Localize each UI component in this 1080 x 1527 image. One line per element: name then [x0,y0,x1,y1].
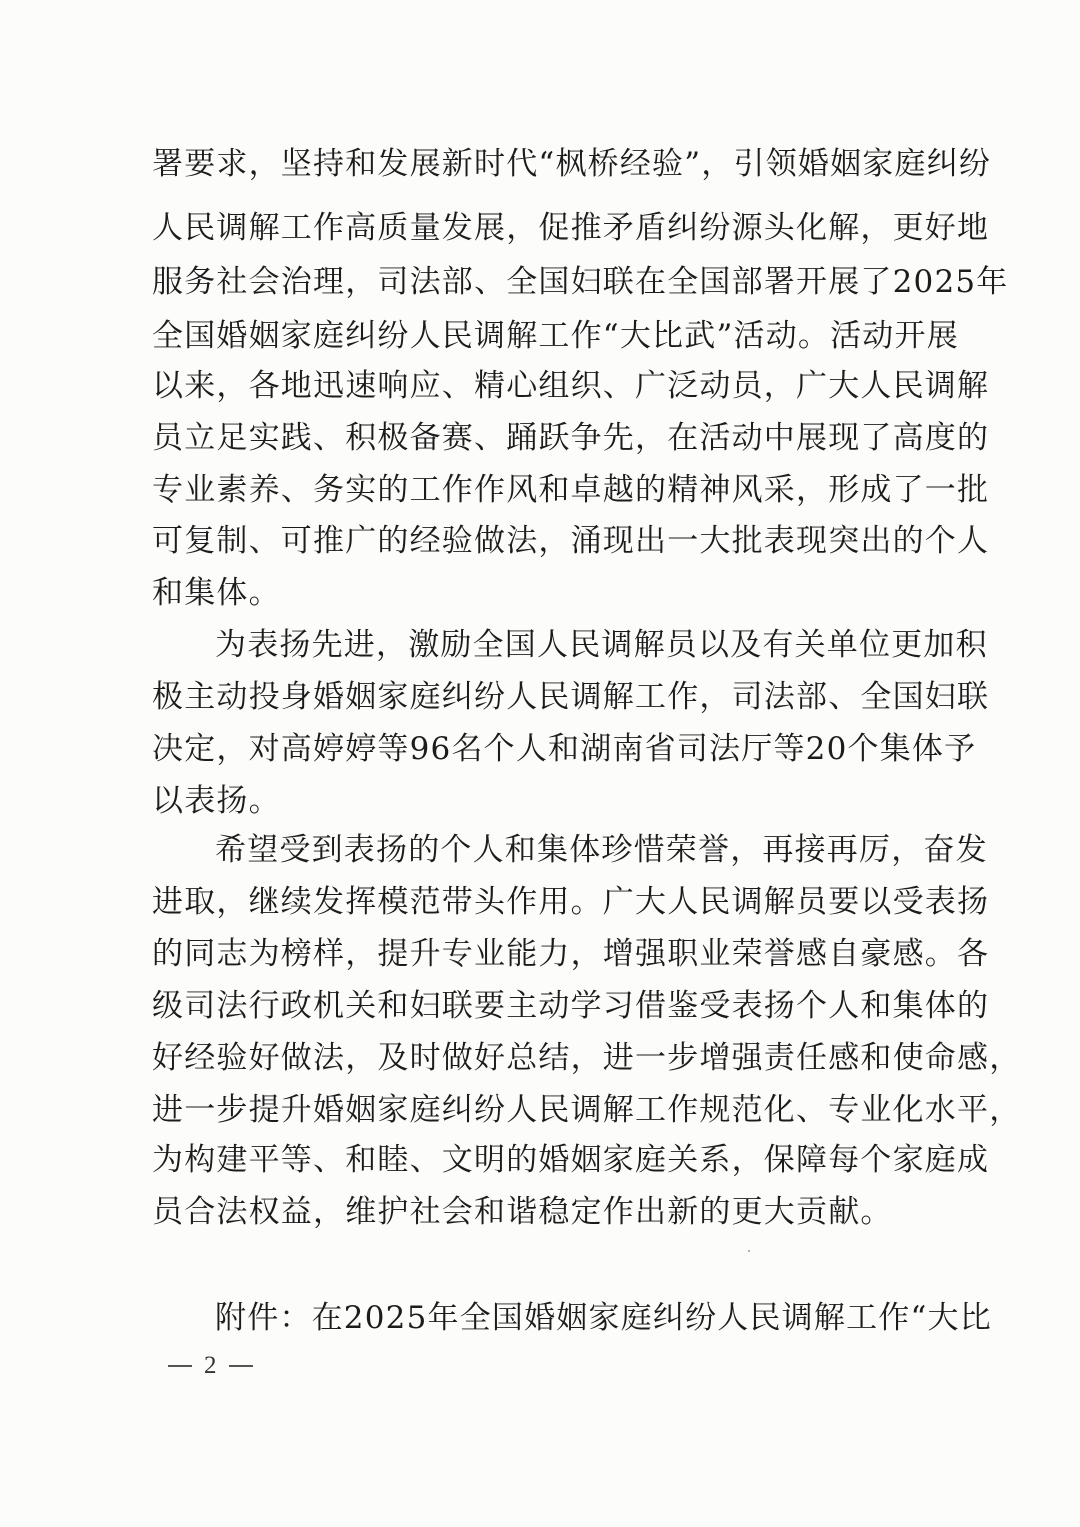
text-line: 可复制、可推广的经验做法，涌现出一大批表现突出的个人 [152,523,990,559]
text-line: 员合法权益，维护社会和谐稳定作出新的更大贡献。 [152,1194,893,1230]
text-line: 的同志为榜样，提升专业能力，增强职业荣誉感自豪感。各 [152,936,990,972]
footer-dash-right [229,1365,253,1367]
text-line: 和集体。 [152,575,281,611]
text-line: 极主动投身婚姻家庭纠纷人民调解工作，司法部、全国妇联 [152,679,990,715]
text-line: 全国婚姻家庭纠纷人民调解工作“大比武”活动。活动开展 [152,318,959,354]
text-line: 专业素养、务实的工作作风和卓越的精神风采，形成了一批 [152,472,990,508]
text-line: 级司法行政机关和妇联要主动学习借鉴受表扬个人和集体的 [152,988,990,1024]
text-line: 好经验好做法，及时做好总结，进一步增强责任感和使命感， [152,1040,1022,1076]
paragraph-first-line: 为表扬先进，激励全国人民调解员以及有关单位更加积 [215,627,988,663]
footer-dash-left [168,1365,192,1367]
text-line: 署要求，坚持和发展新时代“枫桥经验”，引领婚姻家庭纠纷 [152,146,992,182]
paragraph-first-line: 希望受到表扬的个人和集体珍惜荣誉，再接再厉，奋发 [215,832,988,868]
text-line: 进取，继续发挥模范带头作用。广大人民调解员要以受表扬 [152,884,990,920]
text-line: 以来，各地迅速响应、精心组织、广泛动员，广大人民调解 [152,368,990,404]
text-line: 进一步提升婚姻家庭纠纷人民调解工作规范化、专业化水平， [152,1092,1022,1128]
page-number: 2 [204,1352,217,1379]
text-line: 为构建平等、和睦、文明的婚姻家庭关系，保障每个家庭成 [152,1142,990,1178]
text-line: 人民调解工作高质量发展，促推矛盾纠纷源头化解，更好地 [152,210,990,246]
text-line: 员立足实践、积极备赛、踊跃争先，在活动中展现了高度的 [152,420,990,456]
scan-speck [748,1250,750,1252]
text-line: 决定，对高婷婷等96名个人和湖南省司法厅等20个集体予 [152,731,977,767]
text-line: 以表扬。 [152,783,281,819]
text-line: 服务社会治理，司法部、全国妇联在全国部署开展了2025年 [152,264,1009,300]
attachment-line: 附件：在2025年全国婚姻家庭纠纷人民调解工作“大比 [215,1300,992,1336]
page-footer [168,1352,253,1380]
